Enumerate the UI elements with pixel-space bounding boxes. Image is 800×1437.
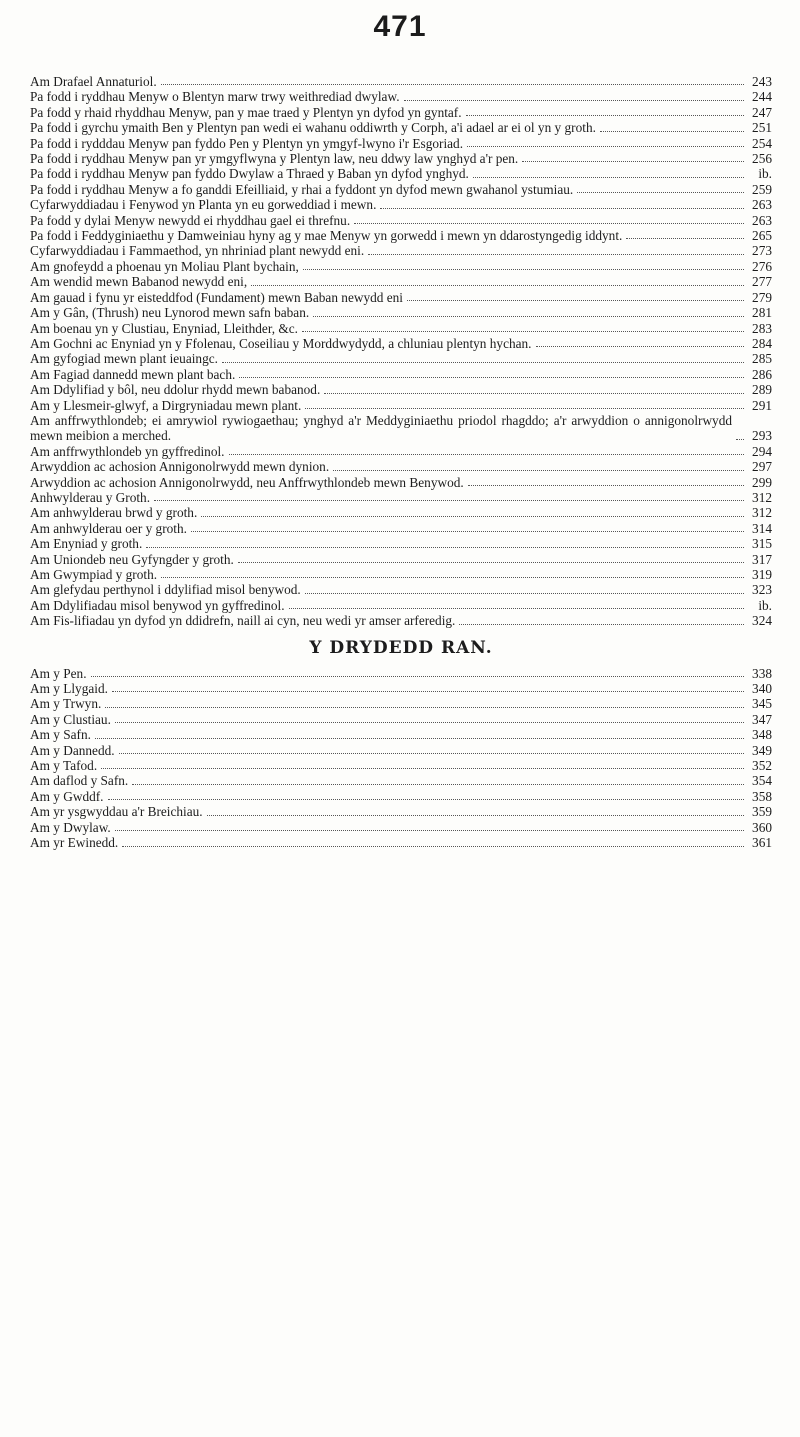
contents-entry [30,835,772,850]
dot-leader [522,160,744,162]
entry-title: Am daflod y Safn. [30,773,129,789]
entry-title: Am boenau yn y Clustiau, Enyniad, Lleithder, &c. [30,320,298,336]
entry-title: Am yr ysgwyddau a'r Breichiau. [30,804,203,820]
entry-page-number: 286 [752,366,772,382]
contents-entry [30,696,772,711]
table-of-contents [30,74,772,851]
entry-page-number: 314 [752,520,772,536]
entry-title: Cyfarwyddiadau i Fammaethod, yn nhriniad plant newydd eni. [30,243,365,259]
contents-entry [30,444,772,459]
entry-title: Am y Trwyn. [30,696,102,712]
entry-title: Pa fodd i ryddhau Menyw pan yr ymgyflwyna y Plentyn law, neu ddwy law ynghyd a'r pen. [30,151,519,167]
contents-entry [30,382,772,397]
entry-page-number: 283 [752,320,772,336]
entry-title: Am yr Ewinedd. [30,835,119,851]
contents-entry [30,475,772,490]
entry-title: Am y Safn. [30,727,91,743]
contents-entry [30,536,772,551]
entry-title: Am y Pen. [30,665,87,681]
entry-title: Pa fodd i gyrchu ymaith Ben y Plentyn pan wedi ei wahanu oddiwrth y Corph, a'i adael ar ei ol yn y groth. [30,120,596,136]
entry-page-number: 281 [752,305,772,321]
entry-page-number: 338 [752,665,772,681]
contents-entry [30,598,772,613]
dot-leader [105,706,744,708]
entry-page-number: 247 [752,104,772,120]
entry-title: Am y Dwylaw. [30,819,111,835]
entry-title: Am Drafael Annaturiol. [30,74,157,89]
entry-page-number: 284 [752,335,772,351]
dot-leader [239,376,744,378]
contents-entry [30,789,772,804]
contents-entry [30,521,772,536]
contents-entry [30,182,772,197]
entry-page-number: 244 [752,89,772,105]
entry-page-number: 293 [752,428,772,444]
dot-leader [119,752,744,754]
entry-page-number: 323 [752,582,772,598]
entry-page-number: 358 [752,788,772,804]
entry-title: Am Gochni ac Enyniad yn y Ffolenau, Coseiliau y Morddwydydd, a chluniau plentyn hychan. [30,335,532,351]
entry-page-number: ib. [758,597,772,613]
entry-page-number: 263 [752,197,772,213]
contents-entry [30,367,772,382]
contents-entry [30,290,772,305]
entry-page-number: 289 [752,382,772,398]
contents-entry [30,712,772,727]
contents-entry [30,413,772,444]
dot-leader [313,315,744,317]
entry-page-number: 361 [752,835,772,851]
dot-leader [368,253,744,255]
entry-title: Am anhwylderau brwd y groth. [30,505,198,521]
entry-title: Am gnofeydd a phoenau yn Moliau Plant bychain, [30,258,299,274]
dot-leader [161,576,744,578]
dot-leader [229,453,745,455]
entry-page-number: 256 [752,151,772,167]
entry-page-number: 265 [752,228,772,244]
contents-entry [30,197,772,212]
entry-page-number: 360 [752,819,772,835]
entry-page-number: 273 [752,243,772,259]
dot-leader [536,345,745,347]
entry-title: Pa fodd i ryddhau Menyw a fo ganddi Efeilliaid, y rhai a fyddont yn dyfod mewn gwahanol ystumiau. [30,181,574,197]
entry-page-number: 277 [752,274,772,290]
entry-page-number: 319 [752,567,772,582]
contents-entry [30,613,772,628]
contents-entry [30,120,772,135]
dot-leader [238,561,744,563]
dot-leader [289,607,744,609]
dot-leader [354,222,744,224]
entry-title: Am Enyniad y groth. [30,536,143,552]
dot-leader [407,299,744,301]
entry-page-number: 291 [752,397,772,413]
contents-entry [30,228,772,243]
dot-leader [95,737,744,739]
entry-title: Arwyddion ac achosion Annigonolrwydd, neu Anffrwythlondeb mewn Benywod. [30,474,464,490]
entry-title: Am y Llesmeir-glwyf, a Dirgryniadau mewn plant. [30,397,302,413]
page-number: 471 [373,10,427,43]
dot-leader [122,845,744,847]
entry-page-number: 315 [752,536,772,552]
dot-leader [132,783,744,785]
entry-page-number: 251 [752,120,772,136]
dot-leader [154,499,744,501]
contents-entry [30,505,772,520]
entry-title: Pa fodd y rhaid rhyddhau Menyw, pan y mae traed y Plentyn yn dyfod yn gyntaf. [30,104,462,120]
contents-entry [30,582,772,597]
entry-title: Am y Llygaid. [30,681,108,697]
dot-leader [305,407,744,409]
contents-entry [30,136,772,151]
contents-entry [30,274,772,289]
entry-title: Am gyfogiad mewn plant ieuaingc. [30,351,218,367]
contents-entry [30,666,772,681]
contents-part-three [30,666,772,851]
entry-page-number: 352 [752,758,772,774]
contents-entry [30,567,772,582]
dot-leader [468,484,744,486]
contents-part-two [30,74,772,629]
contents-entry [30,321,772,336]
entry-title: Arwyddion ac achosion Annigonolrwydd mewn dynion. [30,459,330,475]
entry-page-number: 312 [752,505,772,521]
dot-leader [303,268,744,270]
contents-entry [30,743,772,758]
entry-page-number: 297 [752,459,772,475]
dot-leader [466,114,744,116]
dot-leader [404,99,744,101]
dot-leader [222,361,744,363]
dot-leader [333,469,744,471]
section-heading: Y DRYDEDD RAN. [309,637,493,658]
entry-title: Am Gwympiad y groth. [30,567,158,582]
entry-page-number: 359 [752,804,772,820]
entry-title: Pa fodd i ryddhau Menyw pan fyddo Dwylaw a Thraed y Baban yn dyfod ynghyd. [30,166,469,182]
entry-title: Anhwylderau y Groth. [30,489,151,505]
entry-title: Am anhwylderau oer y groth. [30,520,187,536]
entry-title: Am y Gân, (Thrush) neu Lynorod mewn safn baban. [30,305,310,321]
contents-entry [30,166,772,181]
entry-title: Am Uniondeb neu Gyfyngder y groth. [30,551,234,567]
entry-page-number: 294 [752,443,772,459]
entry-page-number: 347 [752,711,772,727]
dot-leader [191,530,744,532]
dot-leader [115,721,744,723]
entry-title: Pa fodd i ryddhau Menyw o Blentyn marw trwy weithrediad dwylaw. [30,89,400,105]
entry-page-number: 324 [752,613,772,629]
entry-title: Pa fodd i rydddau Menyw pan fyddo Pen y Plentyn yn ymgyf-lwyno i'r Esgoriad. [30,135,464,151]
dot-leader [207,814,744,816]
contents-entry [30,259,772,274]
dot-leader [305,592,744,594]
entry-page-number: 340 [752,681,772,697]
entry-title: Am y Dannedd. [30,742,115,758]
entry-page-number: ib. [758,166,772,182]
dot-leader [473,176,744,178]
entry-page-number: 345 [752,696,772,712]
contents-entry [30,305,772,320]
dot-leader [146,546,744,548]
entry-page-number: 317 [752,551,772,567]
entry-title: Am Ddylifiadau misol benywod yn gyffredinol. [30,597,285,613]
entry-title: Am y Clustiau. [30,711,111,727]
entry-title: Am gauad i fynu yr eisteddfod (Fundament) mewn Baban newydd eni [30,289,403,305]
entry-title: Am wendid mewn Babanod newydd eni, [30,274,248,290]
entry-title: Pa fodd y dylai Menyw newydd ei rhyddhau gael ei threfnu. [30,212,351,228]
dot-leader [459,623,744,625]
entry-page-number: 349 [752,742,772,758]
entry-page-number: 276 [752,258,772,274]
entry-page-number: 279 [752,289,772,305]
dot-leader [577,191,744,193]
entry-title: Am Fis-lifiadau yn dyfod yn ddidrefn, naill ai cyn, neu wedi yr amser arferedig. [30,613,456,629]
dot-leader [626,237,744,239]
contents-entry [30,773,772,788]
dot-leader [108,798,745,800]
dot-leader [324,392,744,394]
entry-title: Am y Tafod. [30,758,98,774]
entry-page-number: 312 [752,489,772,505]
contents-entry [30,490,772,505]
dot-leader [91,675,744,677]
contents-entry [30,89,772,104]
entry-title: Am anffrwythlondeb yn gyffredinol. [30,443,225,459]
dot-leader [736,438,744,440]
entry-title: Cyfarwyddiadau i Fenywod yn Planta yn eu gorweddiad i mewn. [30,197,377,213]
entry-title: Am Fagiad dannedd mewn plant bach. [30,366,236,382]
contents-entry [30,351,772,366]
entry-page-number: 243 [752,74,772,89]
entry-page-number: 354 [752,773,772,789]
contents-entry [30,398,772,413]
contents-entry [30,681,772,696]
dot-leader [380,207,744,209]
contents-entry [30,727,772,742]
contents-entry [30,459,772,474]
dot-leader [115,829,744,831]
dot-leader [251,284,744,286]
entry-title: Am y Gwddf. [30,788,104,804]
contents-entry [30,213,772,228]
entry-page-number: 263 [752,212,772,228]
entry-page-number: 254 [752,135,772,151]
contents-entry [30,243,772,258]
entry-title: Am glefydau perthynol i ddylifiad misol benywod. [30,582,301,598]
contents-entry [30,552,772,567]
dot-leader [101,767,744,769]
dot-leader [600,130,744,132]
dot-leader [467,145,744,147]
contents-entry [30,105,772,120]
contents-entry [30,74,772,89]
entry-title: Pa fodd i Feddyginiaethu y Damweiniau hyny ag y mae Menyw yn gorwedd i mewn yn ddarostyngedig iddynt. [30,228,623,244]
dot-leader [161,83,744,85]
contents-entry [30,820,772,835]
entry-title: Am anffrwythlondeb; ei amrywiol rywiogaethau; ynghyd a'r Meddyginiaethu priodol rhagddo; a'r arwyddion o annigonolrwydd mewn meibion a merched. [30,412,732,444]
contents-entry [30,758,772,773]
dot-leader [302,330,744,332]
entry-page-number: 299 [752,474,772,490]
contents-entry [30,804,772,819]
dot-leader [201,515,744,517]
contents-entry [30,336,772,351]
contents-entry [30,151,772,166]
dot-leader [112,690,744,692]
entry-title: Am Ddylifiad y bôl, neu ddolur rhydd mewn babanod. [30,382,321,398]
entry-page-number: 259 [752,181,772,197]
entry-page-number: 285 [752,351,772,367]
entry-page-number: 348 [752,727,772,743]
